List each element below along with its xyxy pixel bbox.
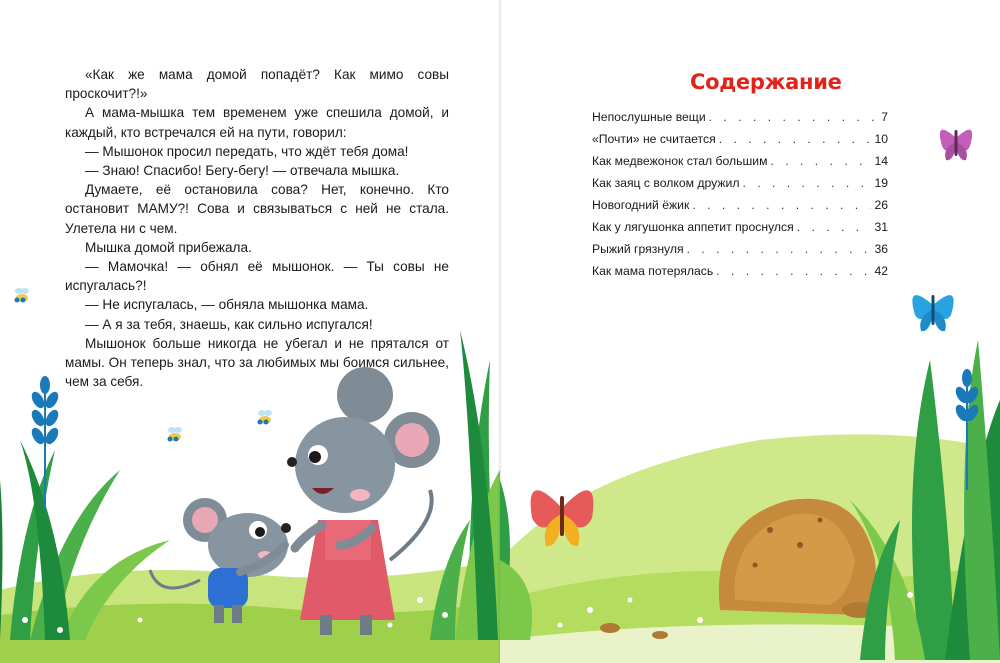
toc-item[interactable] xyxy=(592,154,888,176)
story-paragraph: Мышонок больше никогда не убегал и не прятался от мамы. Он теперь знал, что за любимых мы боимся сильнее, чем за себя. xyxy=(65,335,449,390)
toc-item-page: 36 xyxy=(874,242,888,256)
story-paragraph: — Знаю! Спасибо! Бегу-бегу! — отвечала мышка. xyxy=(85,163,400,179)
story-paragraph: Мышка домой прибежала. xyxy=(85,239,252,255)
toc-item-title: Непослушные вещи xyxy=(592,110,706,124)
table-of-contents xyxy=(592,110,888,286)
toc-item-title: Как мама потерялась xyxy=(592,264,714,278)
toc-item[interactable] xyxy=(592,110,888,132)
right-page xyxy=(500,0,1000,663)
story-paragraph: — Мамочка! — обнял её мышонок. — Ты совы не испугалась?! xyxy=(65,259,449,294)
toc-leader-dots xyxy=(770,154,871,168)
butterfly-icon xyxy=(940,130,972,161)
butterfly-icon xyxy=(912,295,953,331)
bee-icon xyxy=(15,288,30,303)
story-paragraph: Думаете, её остановила сова? Нет, конечно. Кто остановит МАМУ?! Сова и связываться с ней не стала. Улетела ни с чем. xyxy=(65,182,449,236)
toc-title: Содержание xyxy=(690,70,842,94)
story-paragraph: — А я за тебя, знаешь, как сильно испугался! xyxy=(85,316,373,332)
story-paragraph: — Мышонок просил передать, что ждёт тебя дома! xyxy=(85,143,409,159)
toc-leader-dots xyxy=(692,198,871,212)
right-illustration xyxy=(500,0,1000,663)
toc-item[interactable] xyxy=(592,198,888,220)
toc-item[interactable] xyxy=(592,242,888,264)
toc-item-title: Как заяц с волком дружил xyxy=(592,176,740,190)
toc-item[interactable] xyxy=(592,264,888,286)
toc-item[interactable] xyxy=(592,220,888,242)
toc-leader-dots xyxy=(687,242,872,256)
toc-item-page: 7 xyxy=(881,110,888,124)
toc-leader-dots xyxy=(719,132,872,146)
toc-item-title: Как медвежонок стал большим xyxy=(592,154,768,168)
toc-item-page: 14 xyxy=(874,154,888,168)
toc-item[interactable] xyxy=(592,176,888,198)
toc-item-page: 31 xyxy=(874,220,888,234)
toc-item-title: «Почти» не считается xyxy=(592,132,716,146)
toc-leader-dots xyxy=(716,264,871,278)
story-paragraph: «Как же мама домой попадёт? Как мимо совы проскочит?!» xyxy=(65,67,449,102)
story-paragraph: А мама-мышка тем временем уже спешила домой, и каждый, кто встречался ей на пути, говорил: xyxy=(65,105,449,140)
toc-item-page: 19 xyxy=(874,176,888,190)
toc-item-page: 42 xyxy=(874,264,888,278)
toc-item[interactable] xyxy=(592,132,888,154)
story-text xyxy=(65,65,449,391)
toc-item-page: 26 xyxy=(874,198,888,212)
toc-item-title: Рыжий грязнуля xyxy=(592,242,684,256)
toc-leader-dots xyxy=(797,220,872,234)
toc-item-page: 10 xyxy=(874,132,888,146)
toc-leader-dots xyxy=(742,176,871,190)
toc-leader-dots xyxy=(709,110,879,124)
toc-item-title: Новогодний ёжик xyxy=(592,198,690,212)
toc-item-title: Как у лягушонка аппетит проснулся xyxy=(592,220,794,234)
story-paragraph: — Не испугалась, — обняла мышонка мама. xyxy=(85,297,369,313)
